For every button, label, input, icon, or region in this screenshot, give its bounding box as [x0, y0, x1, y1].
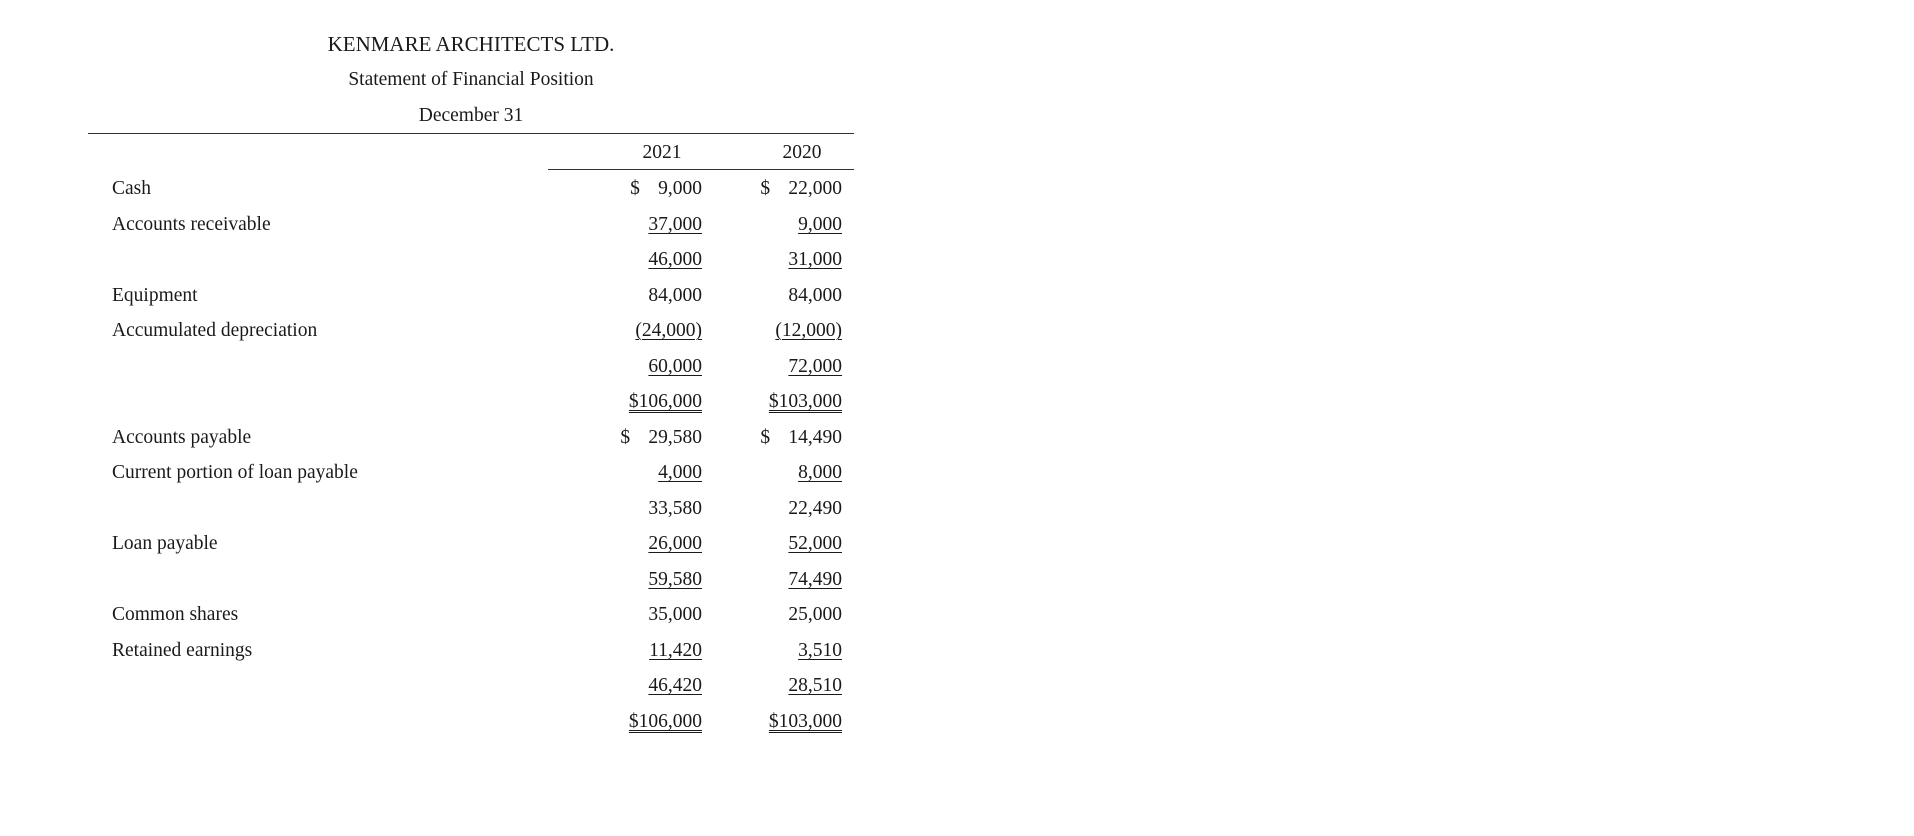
column-header-2020: 2020 [782, 142, 822, 163]
amount-2020: 9,000 [798, 214, 842, 235]
amount-2020: (12,000) [775, 320, 842, 341]
amount-2020: 8,000 [798, 462, 842, 483]
statement-date: December 31 [418, 105, 524, 126]
amount-2020: 52,000 [788, 533, 842, 554]
amount-2021: $ 9,000 [630, 178, 702, 199]
amount-2020: 84,000 [788, 285, 842, 306]
amount-2020: 72,000 [788, 356, 842, 377]
row-label: Cash [112, 178, 151, 199]
amount-2020: $103,000 [768, 711, 842, 732]
row-label: Accumulated depreciation [112, 320, 318, 341]
amount-2020: 25,000 [788, 604, 842, 625]
row-label: Retained earnings [112, 640, 253, 661]
amount-2020: $ 22,000 [760, 178, 842, 199]
amount-2021: $106,000 [628, 711, 702, 732]
statement-title: Statement of Financial Position [348, 69, 594, 90]
header-rule [88, 133, 854, 134]
amount-2021: 33,580 [648, 498, 702, 519]
column-header-2021: 2021 [642, 142, 682, 163]
amount-2021: 59,580 [648, 569, 702, 590]
amount-2020: 22,490 [788, 498, 842, 519]
row-label: Equipment [112, 285, 198, 306]
row-label: Accounts payable [112, 427, 252, 448]
amount-2021: 11,420 [649, 640, 702, 661]
amount-2021: (24,000) [635, 320, 702, 341]
amount-2021: 84,000 [648, 285, 702, 306]
amount-2021: 46,000 [648, 249, 702, 270]
row-label: Common shares [112, 604, 239, 625]
company-name: KENMARE ARCHITECTS LTD. [327, 32, 615, 56]
amount-2021: $106,000 [628, 391, 702, 412]
amount-2020: 3,510 [798, 640, 842, 661]
amount-2020: 74,490 [788, 569, 842, 590]
row-label: Loan payable [112, 533, 218, 554]
column-header-rule [548, 169, 854, 170]
amount-2020: 31,000 [788, 249, 842, 270]
row-label: Accounts receivable [112, 214, 271, 235]
row-label: Current portion of loan payable [112, 462, 358, 483]
amount-2021: 60,000 [648, 356, 702, 377]
amount-2021: 26,000 [648, 533, 702, 554]
amount-2021: 4,000 [658, 462, 702, 483]
amount-2020: $103,000 [768, 391, 842, 412]
amount-2021: 46,420 [648, 675, 702, 696]
amount-2021: $ 29,580 [620, 427, 702, 448]
amount-2021: 35,000 [648, 604, 702, 625]
amount-2020: 28,510 [788, 675, 842, 696]
amount-2020: $ 14,490 [760, 427, 842, 448]
amount-2021: 37,000 [648, 214, 702, 235]
